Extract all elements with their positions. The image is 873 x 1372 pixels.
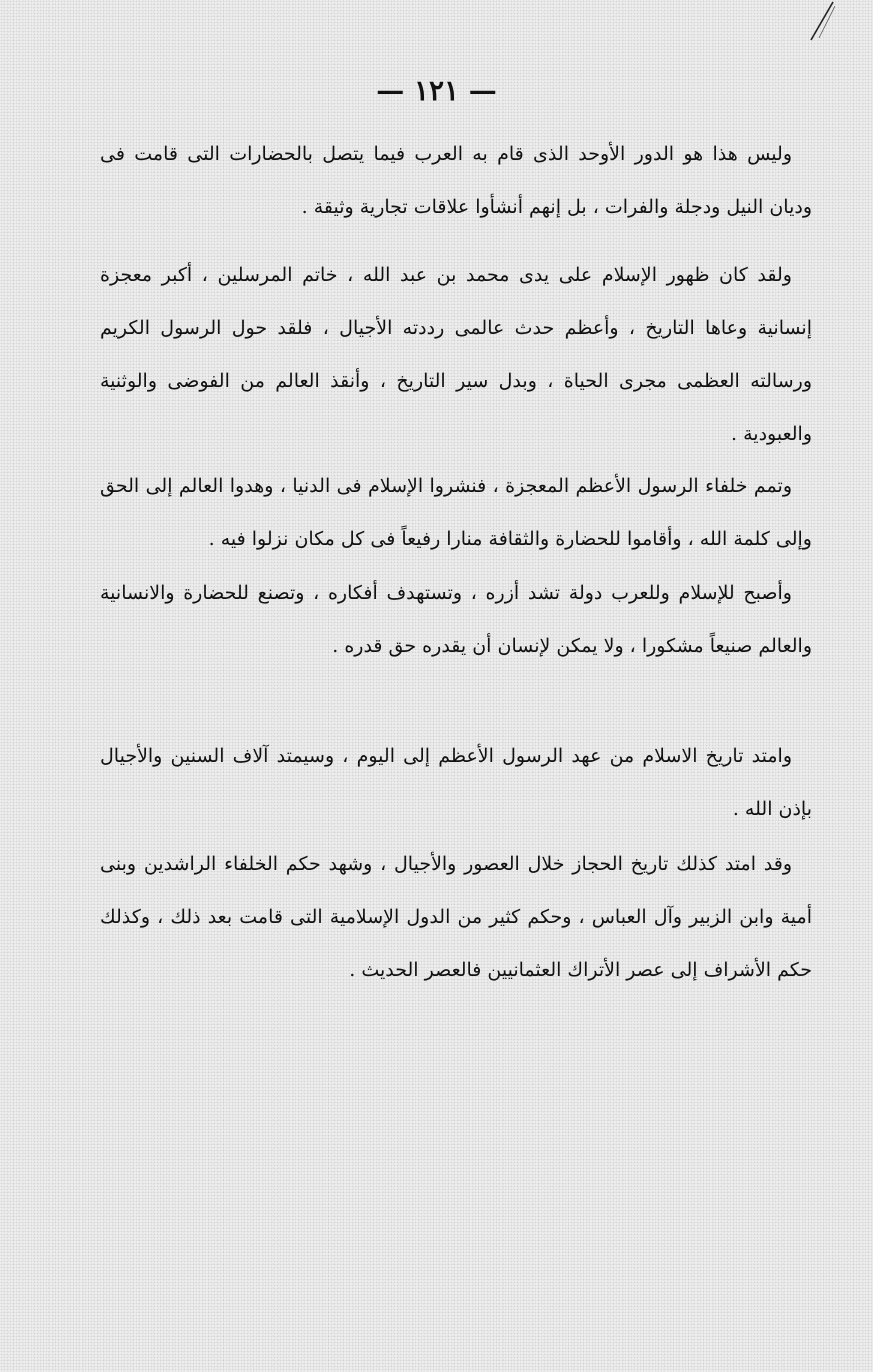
paragraph-text: ولقد كان ظهور الإسلام على يدى محمد بن عبد الله ، خاتم المرسلين ، أكبر معجزة إنسانية وعاها التاريخ ، وأعظم حدث عالمى رددته الأجيال ، فلقد حول الرسول الكريم ورسالته العظمى مجرى الحياة ، وبدل سير التاريخ ، وأنقذ العالم من الفوضى والوثنية والعبودية . xyxy=(100,264,812,445)
paragraph-text: وليس هذا هو الدور الأوحد الذى قام به العرب فيما يتصل بالحضارات التى قامت فى وديان النيل ودجلة والفرات ، بل إنهم أنشأوا علاقات تجارية وثيقة . xyxy=(100,143,812,218)
paragraph-5 xyxy=(100,730,812,836)
paragraph-text: وامتد تاريخ الاسلام من عهد الرسول الأعظم إلى اليوم ، وسيمتد آلاف السنين والأجيال بإذن الله . xyxy=(100,745,812,820)
pencil-mark xyxy=(805,0,835,44)
paragraph-1 xyxy=(100,128,812,234)
paragraph-4 xyxy=(100,567,812,673)
paragraph-text: وتمم خلفاء الرسول الأعظم المعجزة ، فنشروا الإسلام فى الدنيا ، وهدوا العالم إلى الحق وإلى كلمة الله ، وأقاموا للحضارة والثقافة منارا رفيعاً فى كل مكان نزلوا فيه . xyxy=(100,475,812,550)
paragraph-6 xyxy=(100,838,812,997)
paragraph-3 xyxy=(100,460,812,566)
paragraph-text: وقد امتد كذلك تاريخ الحجاز خلال العصور والأجيال ، وشهد حكم الخلفاء الراشدين وبنى أمية وابن الزبير وآل العباس ، وحكم كثير من الدول الإسلامية التى قامت بعد ذلك ، وكذلك حكم الأشراف إلى عصر الأتراك العثمانيين فالعصر الحديث . xyxy=(100,853,812,981)
paragraph-text: وأصبح للإسلام وللعرب دولة تشد أزره ، وتستهدف أفكاره ، وتصنع للحضارة والانسانية والعالم صنيعاً مشكورا ، ولا يمكن لإنسان أن يقدره حق قدره . xyxy=(100,582,812,657)
paragraph-2 xyxy=(100,249,812,461)
page-number: — ١٢١ — xyxy=(376,74,497,107)
